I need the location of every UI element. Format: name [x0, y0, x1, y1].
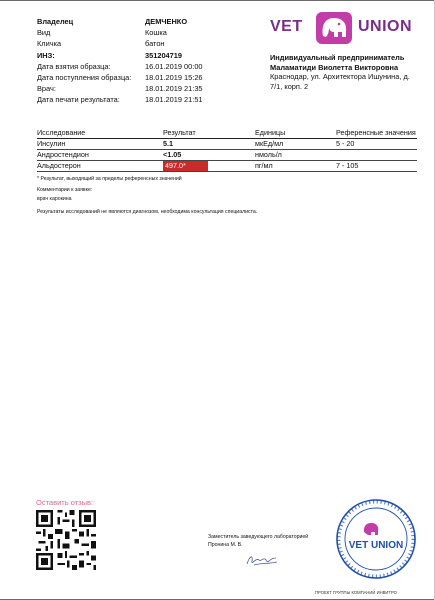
table-row	[37, 139, 417, 150]
footnote-out-of-range: * Результат, выходящий за пределы референсных значений	[37, 176, 182, 182]
handwritten-signature-icon	[244, 552, 280, 568]
info-row-received-date	[37, 72, 237, 83]
inz-label: ИНЗ:	[37, 50, 55, 60]
disclaimer-text: Результаты исследований не являются диагнозом, необходима консультация специалиста.	[37, 209, 258, 215]
nickname-value: батон	[145, 39, 165, 49]
info-row-owner	[37, 16, 237, 27]
review-label: Оставить отзыв:	[36, 498, 94, 507]
received-date-value: 18.01.2019 15:26	[145, 72, 203, 82]
results-table	[37, 128, 417, 172]
comment-text: врач карокина	[37, 196, 72, 202]
signer-name: Пронина М. В.	[208, 542, 243, 548]
company-name-line2: Маламатиди Виолетта Викторовна	[270, 62, 399, 72]
patient-info	[37, 16, 237, 106]
info-row-inz	[37, 50, 237, 61]
results-header-row	[37, 128, 417, 139]
test-result: <1.05	[163, 150, 182, 159]
header-test: Исследование	[37, 128, 86, 137]
header-result: Результат	[163, 128, 196, 137]
signer-position: Заместитель заведующего лабораторией	[208, 534, 309, 540]
qr-code-icon[interactable]	[36, 510, 96, 570]
info-row-doctor	[37, 83, 237, 94]
test-unit: нмоль/л	[255, 150, 282, 159]
test-result: 5.1	[163, 139, 173, 148]
test-name: Альдостерон	[37, 161, 81, 170]
received-date-label: Дата поступления образца:	[37, 72, 132, 82]
doctor-label: Врач:	[37, 84, 56, 94]
info-row-sample-date	[37, 61, 237, 72]
test-unit: мкЕд/мл	[255, 139, 284, 148]
header-unit: Единицы	[255, 128, 286, 137]
species-label: Вид	[37, 28, 51, 38]
nickname-label: Кличка	[37, 39, 62, 49]
vet-union-logo	[270, 10, 416, 48]
test-reference: 5 - 20	[336, 139, 355, 148]
test-reference: 7 - 105	[336, 161, 359, 170]
company-address-line2: 7/1, корп. 2	[270, 81, 309, 91]
top-border	[0, 0, 435, 1]
company-name-line1: Индивидуальный предприниматель	[270, 53, 405, 62]
info-row-nickname	[37, 38, 237, 49]
test-name: Андростендион	[37, 150, 89, 159]
logo-word-vet: VET	[270, 18, 303, 35]
table-row	[37, 150, 417, 161]
print-date-label: Дата печати результата:	[37, 95, 120, 105]
owner-value: ДЕМЧЕНКО	[145, 17, 188, 26]
test-name: Инсулин	[37, 139, 66, 148]
logo-word-union: UNION	[358, 18, 413, 35]
header-reference: Референсные значения	[336, 128, 416, 137]
doctor-value: 18.01.2019 21:35	[145, 84, 203, 94]
print-date-value: 18.01.2019 21:51	[145, 95, 203, 105]
stamp-text: VET UNION	[348, 540, 404, 551]
signature-block	[208, 533, 308, 549]
footer-text: ПРОЕКТ ГРУППЫ КОМПАНИЙ ИНВИТРО	[315, 590, 397, 595]
species-value: Кошка	[145, 28, 167, 38]
sample-date-label: Дата взятия образца:	[37, 61, 111, 71]
comments-label: Комментарии к заявке:	[37, 187, 93, 193]
sample-date-value: 16.01.2019 00:00	[145, 61, 203, 71]
table-row	[37, 161, 417, 172]
elephant-icon	[314, 10, 354, 46]
info-row-species	[37, 27, 237, 38]
round-stamp-icon	[335, 498, 417, 580]
company-address-line1: Краснодар, ул. Архитектора Ишунина, д.	[270, 72, 410, 81]
company-info	[270, 53, 420, 91]
info-row-print-date	[37, 94, 237, 105]
test-unit: пг/мл	[255, 161, 273, 170]
test-result-flagged: 497.0*	[163, 161, 208, 171]
owner-label: Владелец	[37, 17, 74, 26]
inz-value: 351204719	[145, 50, 182, 60]
